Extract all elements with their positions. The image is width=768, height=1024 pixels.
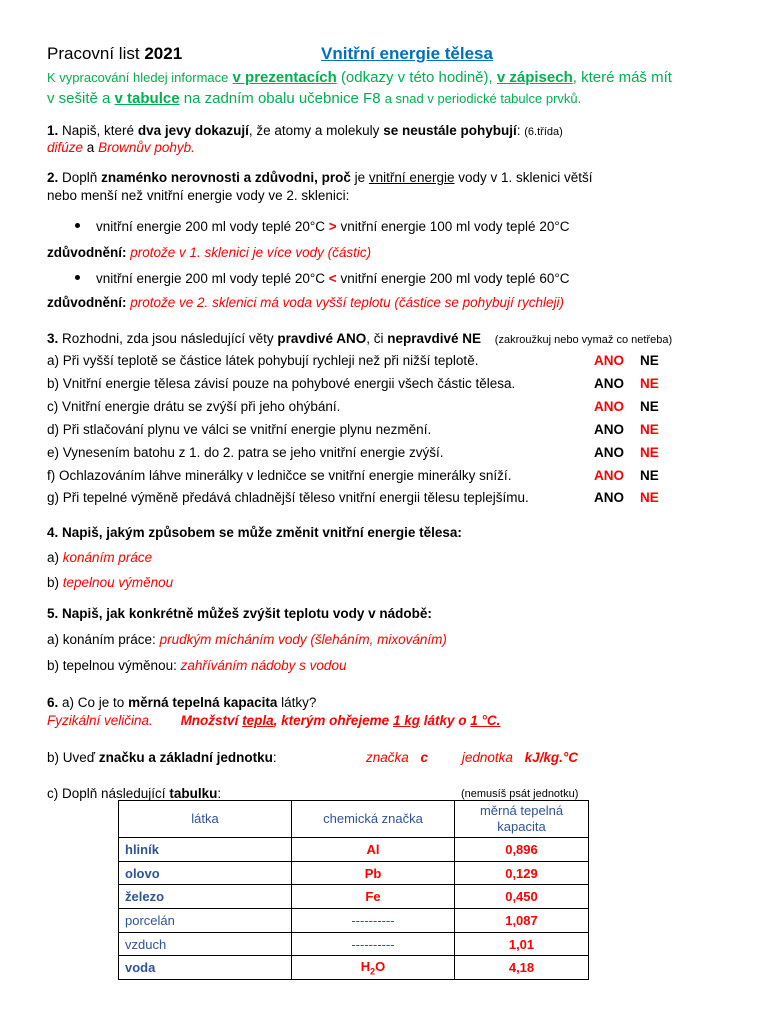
q6-c-bold: tabulku	[169, 786, 218, 801]
q3-statement-text: g) Při tepelné výměně předává chladnější těleso vnitřní energii tělesu teplejšímu.	[47, 490, 529, 506]
q3-statement-text: c) Vnitřní energie drátu se zvýší při jeho ohýbání.	[47, 398, 341, 414]
q6-def-7: 1 °C.	[470, 713, 501, 728]
q5-answer-a	[47, 632, 447, 647]
intro-presentations: v prezentacích	[232, 69, 337, 86]
q6-b-answer	[366, 750, 578, 765]
table-row	[119, 956, 589, 980]
answer-ano[interactable]: ANO	[594, 467, 624, 483]
answer-ano[interactable]: ANO	[594, 490, 624, 506]
table-row	[119, 932, 589, 956]
q5-title: Napiš, jak konkrétně můžeš zvýšit teplotu vody v nádobě:	[62, 606, 432, 621]
answer-ne[interactable]: NE	[640, 375, 659, 391]
q3-statement-text: a) Při vyšší teplotě se částice látek pohybují rychleji než při nižší teplotě.	[47, 353, 479, 368]
cell-capacity: 4,18	[455, 956, 589, 980]
cell-capacity: 1,01	[455, 932, 589, 956]
reason-label: zdůvodnění:	[47, 295, 127, 310]
header-capacity-text: měrná tepelná kapacita	[479, 803, 564, 834]
q6-c-text: c) Doplň následující	[47, 786, 166, 801]
answer-ano[interactable]: ANO	[594, 444, 624, 460]
q2-reason-2-text: protože ve 2. sklenici má voda vyšší teplotu (částice se pohybují rychleji)	[130, 295, 564, 310]
q5-number: 5.	[47, 606, 59, 621]
heat-capacity-table	[118, 800, 589, 980]
intro-text-6: a snad v periodické tabulce prvků.	[384, 91, 582, 106]
table-row	[119, 861, 589, 885]
answer-ano[interactable]: ANO	[594, 421, 624, 437]
q5-answer-b	[47, 658, 346, 673]
cell-substance: vzduch	[119, 932, 292, 956]
cell-symbol: ----------	[292, 932, 455, 956]
q3-statement-text: d) Při stlačování plynu ve válci se vnitřní energie plynu nezmění.	[47, 421, 432, 437]
q5-b-label: b) tepelnou výměnou:	[47, 658, 177, 673]
q2-text-underlined: vnitřní energie	[368, 170, 455, 185]
q5-b-answer: zahříváním nádoby s vodou	[180, 658, 347, 673]
q3-text-bold-2: nepravdivé NE	[387, 331, 482, 346]
q6-def-3: tepla	[242, 713, 274, 728]
table-row	[119, 909, 589, 933]
title-year: 2021	[144, 44, 183, 63]
cell-capacity: 0,129	[455, 861, 589, 885]
answer-ne[interactable]: NE	[640, 467, 659, 483]
cell-capacity: 0,896	[455, 838, 589, 862]
q1-text: Napiš, které	[62, 123, 135, 138]
reason-label: zdůvodnění:	[47, 245, 127, 260]
symbol-value: c	[420, 750, 429, 765]
cell-capacity: 1,087	[455, 909, 589, 933]
q2-text-2: je	[354, 170, 366, 185]
answer-ano[interactable]: ANO	[594, 353, 624, 368]
q1-note: (6.třída)	[524, 126, 563, 138]
q3-statement	[47, 353, 478, 368]
q2-line-2: nebo menší než vnitřní energie vody ve 2. sklenici:	[47, 188, 350, 203]
question-2	[47, 170, 593, 185]
q3-statement	[47, 376, 515, 391]
q3-number: 3.	[47, 331, 59, 346]
q3-statement	[47, 445, 443, 460]
q3-statement-text: b) Vnitřní energie tělesa závisí pouze na pohybové energii všech částic tělesa.	[47, 375, 516, 391]
q3-statement-text: f) Ochlazováním láhve minerálky v ledničce se vnitřní energie minerálky sníží.	[47, 467, 512, 483]
intro-text-5: na zadním obalu učebnice F8	[183, 90, 381, 107]
q4-a-answer: konáním práce	[62, 550, 153, 565]
q1-text-bold-2: se neustále pohybují	[383, 123, 517, 138]
q6-a-text-2: látky?	[281, 695, 317, 710]
answer-ne[interactable]: NE	[640, 490, 659, 506]
intro-text-2: (odkazy v této hodině),	[340, 69, 493, 86]
q3-statement-text: e) Vynesením batohu z 1. do 2. patra se jeho vnitřní energie zvýší.	[47, 444, 444, 460]
answer-ne[interactable]: NE	[640, 444, 659, 460]
q1-colon: :	[516, 123, 521, 138]
cell-substance: olovo	[119, 861, 292, 885]
q6-b-bold: značku a základní jednotku	[98, 750, 273, 765]
q6-def-5: 1 kg	[392, 713, 420, 728]
q6-a-term: měrná tepelná kapacita	[128, 695, 278, 710]
q1-answer	[47, 140, 195, 155]
q6-b	[47, 750, 277, 765]
topic-title: Vnitřní energie tělesa	[321, 44, 493, 63]
q2-b2-sign: <	[328, 271, 337, 286]
q2-text: Doplň	[62, 170, 98, 185]
intro-line-2	[47, 90, 581, 107]
q2-b1-sign: >	[328, 219, 337, 234]
q4-answer-a	[47, 550, 152, 565]
q6-a-text: a) Co je to	[62, 695, 125, 710]
q4-b-label: b)	[47, 575, 60, 590]
q2-bullet-2	[75, 271, 569, 286]
q6-def-4: , kterým ohřejeme	[273, 713, 390, 728]
q2-b1-left: vnitřní energie 200 ml vody teplé 20°C	[96, 219, 326, 234]
intro-text-3: , které máš mít	[572, 69, 672, 86]
header-substance: látka	[119, 801, 292, 838]
q6-definition	[47, 713, 500, 728]
question-5	[47, 606, 432, 621]
q6-c	[47, 786, 221, 801]
answer-ano[interactable]: ANO	[594, 375, 624, 391]
q1-text-bold: dva jevy dokazují	[137, 123, 249, 138]
title-prefix: Pracovní list	[47, 44, 140, 63]
q4-a-label: a)	[47, 550, 60, 565]
q6-c-colon: :	[217, 786, 222, 801]
cell-substance: voda	[119, 956, 292, 980]
q3-text-2: , či	[366, 331, 384, 346]
q1-answer-1: difúze	[47, 140, 84, 155]
unit-value: kJ/kg.°C	[524, 750, 579, 765]
intro-table: v tabulce	[114, 90, 180, 107]
question-1	[47, 123, 563, 138]
q3-statement	[47, 422, 431, 437]
worksheet-title	[47, 44, 182, 64]
q6-def-2: Množství	[180, 713, 239, 728]
cell-capacity: 0,450	[455, 885, 589, 909]
q2-reason-1-text: protože v 1. sklenici je více vody (částic)	[130, 245, 372, 260]
q2-reason-1	[47, 245, 371, 260]
header-capacity	[455, 801, 589, 838]
question-6	[47, 695, 316, 710]
q6-number: 6.	[47, 695, 59, 710]
answer-ne[interactable]: NE	[640, 421, 659, 437]
cell-symbol: Al	[292, 838, 455, 862]
q2-b2-left: vnitřní energie 200 ml vody teplé 20°C	[96, 271, 326, 286]
q2-number: 2.	[47, 170, 59, 185]
q6-def-1: Fyzikální veličina.	[47, 713, 153, 728]
symbol-subscript: 2	[370, 966, 376, 977]
q2-b2-right: vnitřní energie 200 ml vody teplé 60°C	[340, 271, 570, 286]
q5-a-label: a) konáním práce:	[47, 632, 156, 647]
q3-statement	[47, 490, 529, 505]
q3-text: Rozhodni, zda jsou následující věty	[62, 331, 274, 346]
answer-ne[interactable]: NE	[640, 398, 659, 414]
q2-bullet-1	[75, 219, 569, 234]
answer-ne[interactable]: NE	[640, 353, 659, 368]
q4-title: Napiš, jakým způsobem se může změnit vnitřní energie tělesa:	[62, 525, 462, 540]
q6-def-6: látky o	[423, 713, 467, 728]
question-4	[47, 525, 462, 540]
q6-b-colon: :	[272, 750, 277, 765]
q1-text-2: , že atomy a molekuly	[248, 123, 380, 138]
bullet-icon	[75, 223, 80, 228]
table-row	[119, 838, 589, 862]
symbol-part: O	[375, 958, 386, 974]
q6-c-note: (nemusíš psát jednotku)	[461, 788, 579, 800]
cell-symbol: ----------	[292, 909, 455, 933]
q4-answer-b	[47, 575, 173, 590]
q3-note: (zakroužkuj nebo vymaž co netřeba)	[494, 334, 673, 346]
q5-a-answer: prudkým mícháním vody (šleháním, mixováním)	[159, 632, 447, 647]
cell-substance: hliník	[119, 838, 292, 862]
q3-statement	[47, 399, 340, 414]
symbol-part: H	[360, 958, 371, 974]
bullet-icon	[75, 275, 80, 280]
q3-statement	[47, 468, 511, 483]
intro-text-1: K vypracování hledej informace	[47, 70, 229, 85]
cell-symbol: Pb	[292, 861, 455, 885]
cell-substance: železo	[119, 885, 292, 909]
q2-reason-2	[47, 295, 564, 310]
q1-number: 1.	[47, 123, 59, 138]
cell-substance: porcelán	[119, 909, 292, 933]
intro-notes: v zápisech	[496, 69, 573, 86]
q4-number: 4.	[47, 525, 59, 540]
cell-symbol: Fe	[292, 885, 455, 909]
symbol-label: značka	[366, 750, 409, 765]
table-header-row	[119, 801, 589, 838]
header-symbol: chemická značka	[292, 801, 455, 838]
intro-line-1	[47, 69, 672, 86]
q1-answer-and: a	[86, 140, 95, 155]
q2-text-bold: znaménko nerovnosti a zdůvodni, proč	[101, 170, 351, 185]
q4-b-answer: tepelnou výměnou	[62, 575, 174, 590]
table-row	[119, 885, 589, 909]
q6-b-text: b) Uveď	[47, 750, 96, 765]
question-3	[47, 331, 672, 346]
q2-b1-right: vnitřní energie 100 ml vody teplé 20°C	[340, 219, 570, 234]
q2-text-3: vody v 1. sklenici větší	[458, 170, 593, 185]
cell-symbol	[292, 956, 455, 980]
intro-text-4: v sešitě a	[47, 90, 111, 107]
unit-label: jednotka	[461, 750, 513, 765]
answer-ano[interactable]: ANO	[594, 398, 624, 414]
q1-answer-2: Brownův pohyb.	[98, 140, 195, 155]
q3-text-bold: pravdivé ANO	[277, 331, 367, 346]
